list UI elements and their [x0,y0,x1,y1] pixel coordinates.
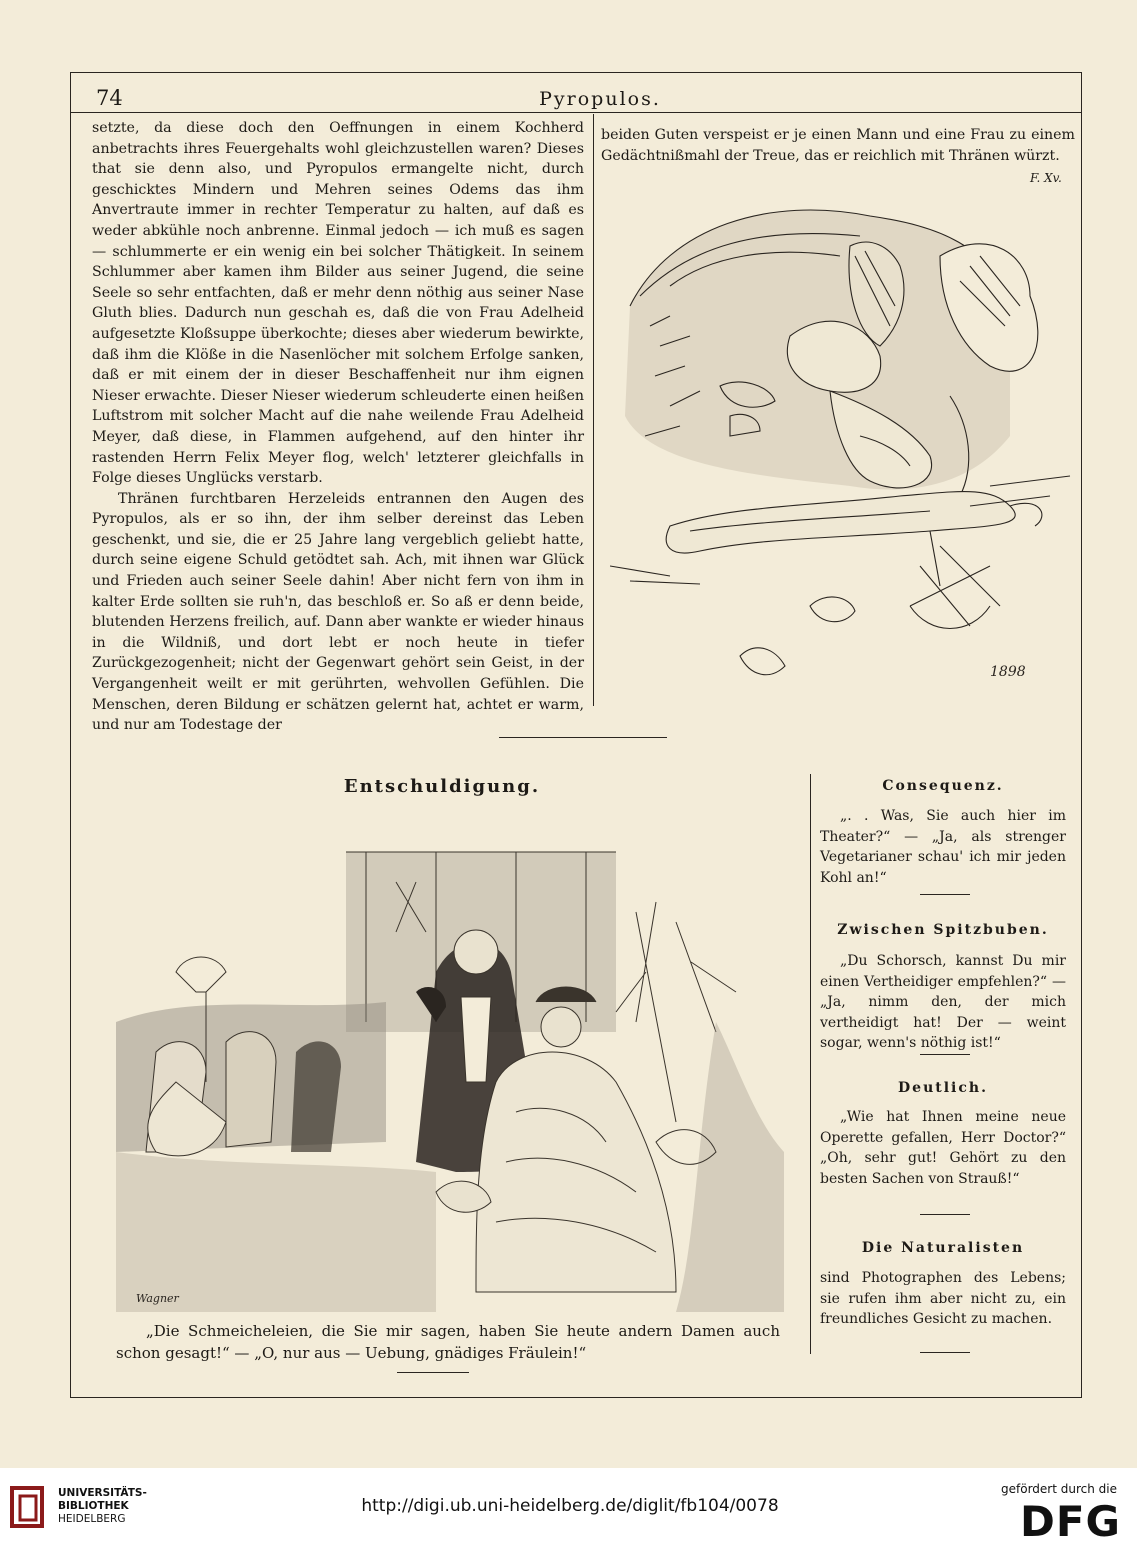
library-name-line: UNIVERSITÄTS- [58,1487,147,1499]
funding-note: gefördert durch die [1001,1482,1117,1496]
library-name-line: HEIDELBERG [58,1513,126,1525]
sidebar-title: Deutlich. [898,1080,988,1096]
sidebar-title: Die Naturalisten [861,1240,1025,1256]
sidebar-text: „Du Schorsch, kannst Du mir einen Vertheidiger empfehlen?“ — „Ja, nimm den, der mich vertheidigt hat! Der — weint sogar, wenn's nöthig ist!“ [820,953,1066,1051]
left-column [92,118,584,736]
sidebar-text: „. . Was, Sie auch hier im Theater?“ — „Ja, als strenger Vegetarianer schau' ich mir jeden Kohl an!“ [820,808,1066,886]
page-number: 74 [96,86,123,110]
sidebar-text: „Wie hat Ihnen meine neue Operette gefallen, Herr Doctor?“ „Oh, sehr gut! Gehört zu den besten Sachen von Strauß!“ [820,1109,1066,1187]
sidebar-rule [920,1352,970,1353]
column-divider [593,114,594,706]
sidebar-rule [920,1214,970,1215]
right-column-text: beiden Guten verspeist er je einen Mann und eine Frau zu einem Gedächtnißmahl der Treue, das er reichlich mit Thränen würzt. [601,127,1075,164]
sidebar-divider [810,774,811,1354]
caption-rule [397,1372,469,1373]
author-signature: F. Xv. [1030,171,1062,185]
ballroom-illustration [116,822,784,1312]
dragon-illustration [610,186,1075,706]
running-title: Pyropulos. [539,88,661,110]
library-name [58,1487,147,1526]
library-logo-icon [10,1486,48,1530]
sidebar-rule [920,894,970,895]
sidebar-rule [920,1054,970,1055]
library-name-line: BIBLIOTHEK [58,1500,129,1512]
sidebar-text: sind Photographen des Lebens; sie rufen ihm aber nicht zu, ein freundliches Gesicht zu machen. [820,1270,1066,1327]
illustration-signature: 1898 [990,664,1026,680]
sidebar-title: Consequenz. [882,778,1004,794]
paragraph: Thränen furchtbaren Herzeleids entrannen den Augen des Pyropulos, als er so ihn, der ihm selber dereinst das Leben geschenkt, und sie, die er 25 Jahre lang vergeblich geliebt hatte, durch seine eigene Schuld getödtet sah. Ach, mit ihnen war Glück und Frieden auch seiner Seele dahin! Aber nicht fern von ihm in kalter Erde sollten sie ruh'n, das beschloß er. So aß er denn beide, blutenden Herzens freilich, auf. Dann aber wankte er wieder hinaus in die Wildniß, und dort lebt er noch heute in tiefer Zurückgezogenheit; nicht der Gegenwart gehört sein Geist, in der Vergangenheit weilt er mit gerührten, wehvollen Gefühlen. Die Menschen, deren Bildung er schätzen gelernt hat, achtet er warm, und nur am Todestage der [92,490,584,734]
cartoon-caption: „Die Schmeicheleien, die Sie mir sagen, haben Sie heute andern Damen auch schon gesagt!“ — „O, nur aus — Uebung, gnädiges Fräulein!“ [116,1322,780,1362]
cartoon-title: Entschuldigung. [343,776,541,797]
paragraph: setzte, da diese doch den Oeffnungen in einem Kochherd anbetrachts ihres Feuergehalts wohl gleichzustellen waren? Dieses that sie denn also, und Pyropulos ermangelte nicht, durch geschicktes Mindern und Mehren seines Odems das ihm Anvertraute immer in rechter Temperatur zu halten, auf daß es weder abkühle noch anbrenne. Einmal jedoch — ich muß es sagen — schlummerte er ein wenig ein bei solcher Thätigkeit. In seinem Schlummer aber kamen ihm Bilder aus seiner Jugend, die seine Seele so sehr entfachten, daß er mehr denn nöthig aus seiner Nase Gluth blies. Dadurch nun geschah es, daß die von Frau Adelheid aufgesetzte Kloßsuppe überkochte; dieses aber wiederum bewirkte, daß ihm die Klöße in die Nasenlöcher mit solchem Erfolge sanken, daß er mit einem der in dieser Beschaffenheit nur ihm eignen Nieser erwachte. Dieser Nieser wiederum schleuderte einen heißen Luftstrom mit solcher Macht auf die nahe weilende Frau Adelheid Meyer, daß diese, in Flammen aufgehend, auf den hinter ihr rastenden Herrn Felix Meyer flog, welch' letzterer gleichfalls in Folge dieses Unglücks verstarb. [92,120,584,487]
section-rule [499,737,667,738]
artist-signature: Wagner [136,1292,179,1305]
sidebar-title: Zwischen Spitzbuben. [837,922,1049,938]
source-url-link[interactable]: http://digi.ub.uni-heidelberg.de/diglit/fb104/0078 [361,1496,779,1516]
dfg-logo: DFG [1019,1497,1121,1546]
header-rule [70,112,1082,113]
